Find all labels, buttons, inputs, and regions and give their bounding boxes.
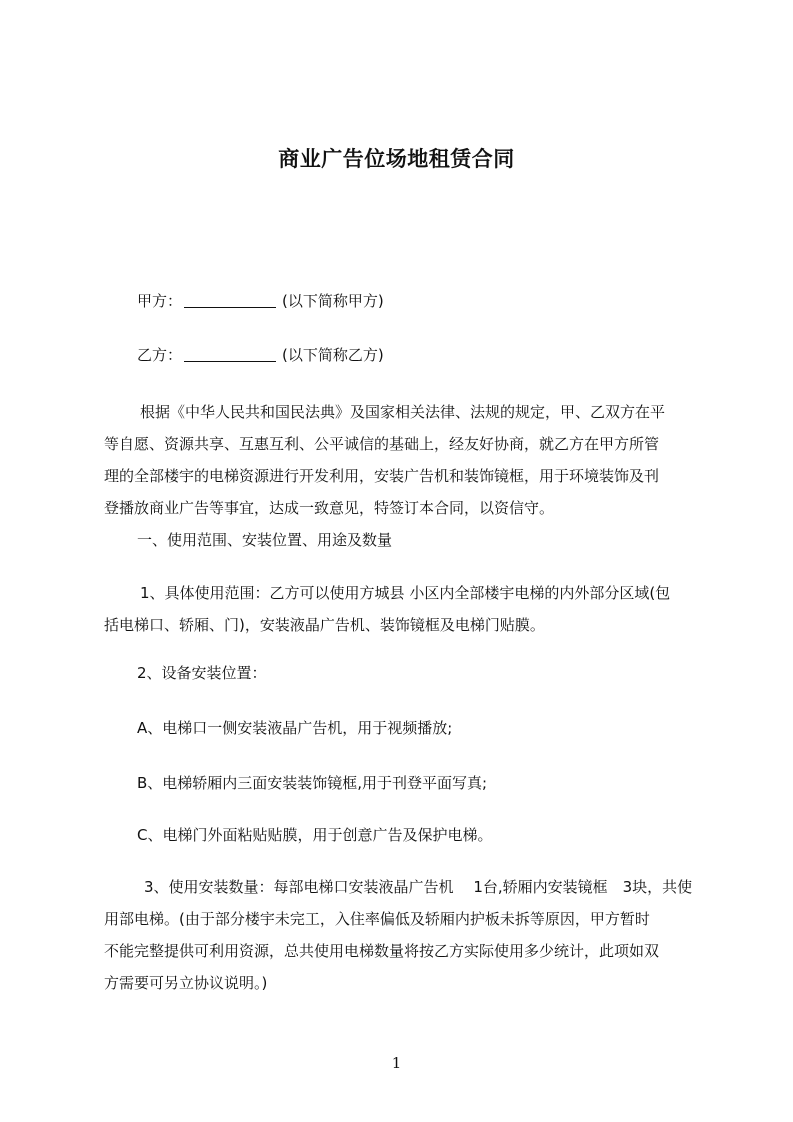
party-b-note: (以下简称乙方) [282, 346, 384, 364]
item3-paragraph [104, 871, 704, 999]
intro-line: 根据《中华人民共和国民法典》及国家相关法律、法规的规定，甲、乙双方在平 [140, 403, 666, 421]
item1-paragraph [104, 577, 704, 641]
party-a-blank [184, 291, 276, 308]
item2-heading: 2、设备安装位置： [137, 664, 267, 682]
item2a-line: A、电梯口一侧安装液晶广告机，用于视频播放; [137, 719, 453, 737]
party-b-blank [184, 345, 276, 362]
section1-heading: 一、使用范围、安装位置、用途及数量 [137, 531, 393, 549]
item2b-line: B、电梯轿厢内三面安装装饰镜框,用于刊登平面写真; [137, 774, 488, 792]
item3-line: 不能完整提供可利用资源，总共使用电梯数量将按乙方实际使用多少统计，此项如双 [104, 942, 660, 960]
party-a-line [137, 285, 703, 317]
intro-paragraph [104, 396, 704, 524]
intro-line: 等自愿、资源共享、互惠互利、公平诚信的基础上，经友好协商，就乙方在甲方所管 [104, 435, 660, 453]
item3-line: 用部电梯。(由于部分楼宇未完工，入住率偏低及轿厢内护板未拆等原因，甲方暂时 [104, 910, 650, 928]
intro-line: 理的全部楼宇的电梯资源进行开发利用，安装广告机和装饰镜框，用于环境装饰及刊 [104, 467, 660, 485]
item3-line: 3、使用安装数量：每部电梯口安装液晶广告机 1台,轿厢内安装镜框 3块，共使 [144, 878, 693, 896]
party-a-label: 甲方： [137, 292, 183, 310]
party-a-note: (以下简称甲方) [282, 292, 384, 310]
party-b-line [137, 339, 703, 371]
page-number: 1 [391, 1054, 402, 1072]
document-title: 商业广告位场地租赁合同 [278, 147, 515, 171]
item2c-line: C、电梯门外面粘贴贴膜，用于创意广告及保护电梯。 [137, 826, 493, 844]
intro-line: 登播放商业广告等事宜，达成一致意见，特签订本合同，以资信守。 [104, 499, 555, 517]
item3-line: 方需要可另立协议说明。) [104, 974, 268, 992]
item1-line: 1、具体使用范围：乙方可以使用方城县 小区内全部楼宇电梯的内外部分区域(包 [140, 584, 671, 602]
party-b-label: 乙方： [137, 346, 183, 364]
item1-line: 括电梯口、轿厢、门)，安装液晶广告机、装饰镜框及电梯门贴膜。 [104, 616, 545, 634]
